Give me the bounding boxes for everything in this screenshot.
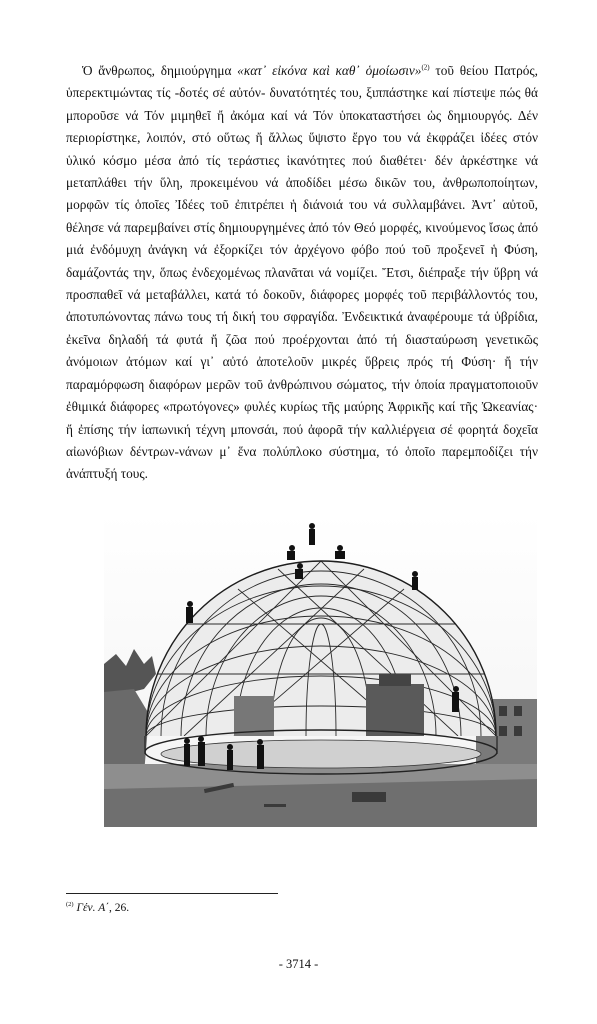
quoted-phrase: «κατ᾿ εἰκόνα καὶ καθ᾿ ὁμοίωσιν»: [237, 63, 422, 78]
paragraph-rest: τοῦ θείου Πατρός, ὑπερεκτιμώντας τίς -δοτές σέ αὐτόν- δυνατότητές του, ξιππάστηκε καί πίστεψε πώς θά μποροῦσε νά Τόν μιμηθεῖ ἤ ἀκόμα καί νά Τόν ὑποκαταστήσει ὡς δημιουργός. Δέν περιορίστηκε, λοιπόν, στό οὕτως ἤ ἄλλως ὕψιστο ἔργο του νά ἐκφράζει ἰδέες στόν ὑλικό κόσμο μέσα ἀπό τίς τεράστιες ἱκανότητες πού διαθέτει· δέν ἀρκέστηκε νά μεταπλάθει τήν ὕλη, προκειμένου νά ἀποδίδει μέσω δικῶν του, ἀνθρωποποίητων, μορφῶν τίς ὁποῖες Ἰδέες τοῦ ἐπιτρέπει ἡ διάνοιά του νά συλλαμβάνει. Ἀντ᾿ αὐτοῦ, θέλησε νά παρεμβαίνει στίς δημιουργημένες ἀπό τόν Θεό μορφές, κινούμενος ἴσως ἀπό μιά ἐνδόμυχη ἀνάγκη νά ἐξορκίζει τόν ἀρχέγονο φόβο πού τοῦ προξενεῖ ἡ Φύση, δαμάζοντάς την, ὅπως ἐνδεχομένως πλανᾶται νά νομίζει. Ἔτσι, διέπραξε τήν ὕβρη νά προσπαθεῖ νά μεταβάλλει, κατά τό δοκοῦν, διάφορες μορφές τοῦ περιβάλλοντός του, ἀποτυπώνοντας πάνω τους τή δική του σφραγίδα. Ἐνδεικτικά ἀναφέρουμε τά ὑβρίδια, ἐκεῖνα δηλαδή τά φυτά ἤ ζῶα πού προέρχονται ἀπό τή διασταύρωση γενετικῶς ἀνόμοιων ἀτόμων καί γι᾿ αὐτό ἀποτελοῦν μικρές ὕβρεις πρός τή Φύση· ἤ τήν παραμόρφωση διαφόρων μερῶν τοῦ ἀνθρώπινου σώματος, τήν ὁποία πραγματοποιοῦν ἐθιμικά διάφορες «πρωτόγονες» φυλές κυρίως τῆς μαύρης Ἀφρικῆς καί τῆς Ὠκεανίας· ἤ ἐπίσης τήν ἰαπωνική τέχνη μπονσάι, πού ἀφορᾶ τήν καλλιέργεια σέ φορητά δοχεῖα αἰωνόβιων δέντρων-νάνων μ᾿ ἕνα πολύπλοκο σύστημα, τό ὁποῖο παρεμποδίζει τήν ἀνάπτυξή τους.: [66, 63, 538, 482]
footnote-citation: Γέν. Α΄: [76, 902, 110, 914]
footnote-mark: (2): [66, 901, 74, 909]
body-paragraph: [66, 60, 538, 486]
footnote: [66, 902, 129, 914]
footnote-verse: , 26.: [109, 902, 130, 914]
paragraph-start: Ὁ ἄνθρωπος, δημιούργημα: [82, 63, 238, 78]
dome-photograph: [104, 514, 537, 827]
footnote-separator: [66, 893, 278, 894]
footnote-reference[interactable]: (2): [421, 63, 430, 72]
page-number: - 3714 -: [278, 957, 319, 971]
